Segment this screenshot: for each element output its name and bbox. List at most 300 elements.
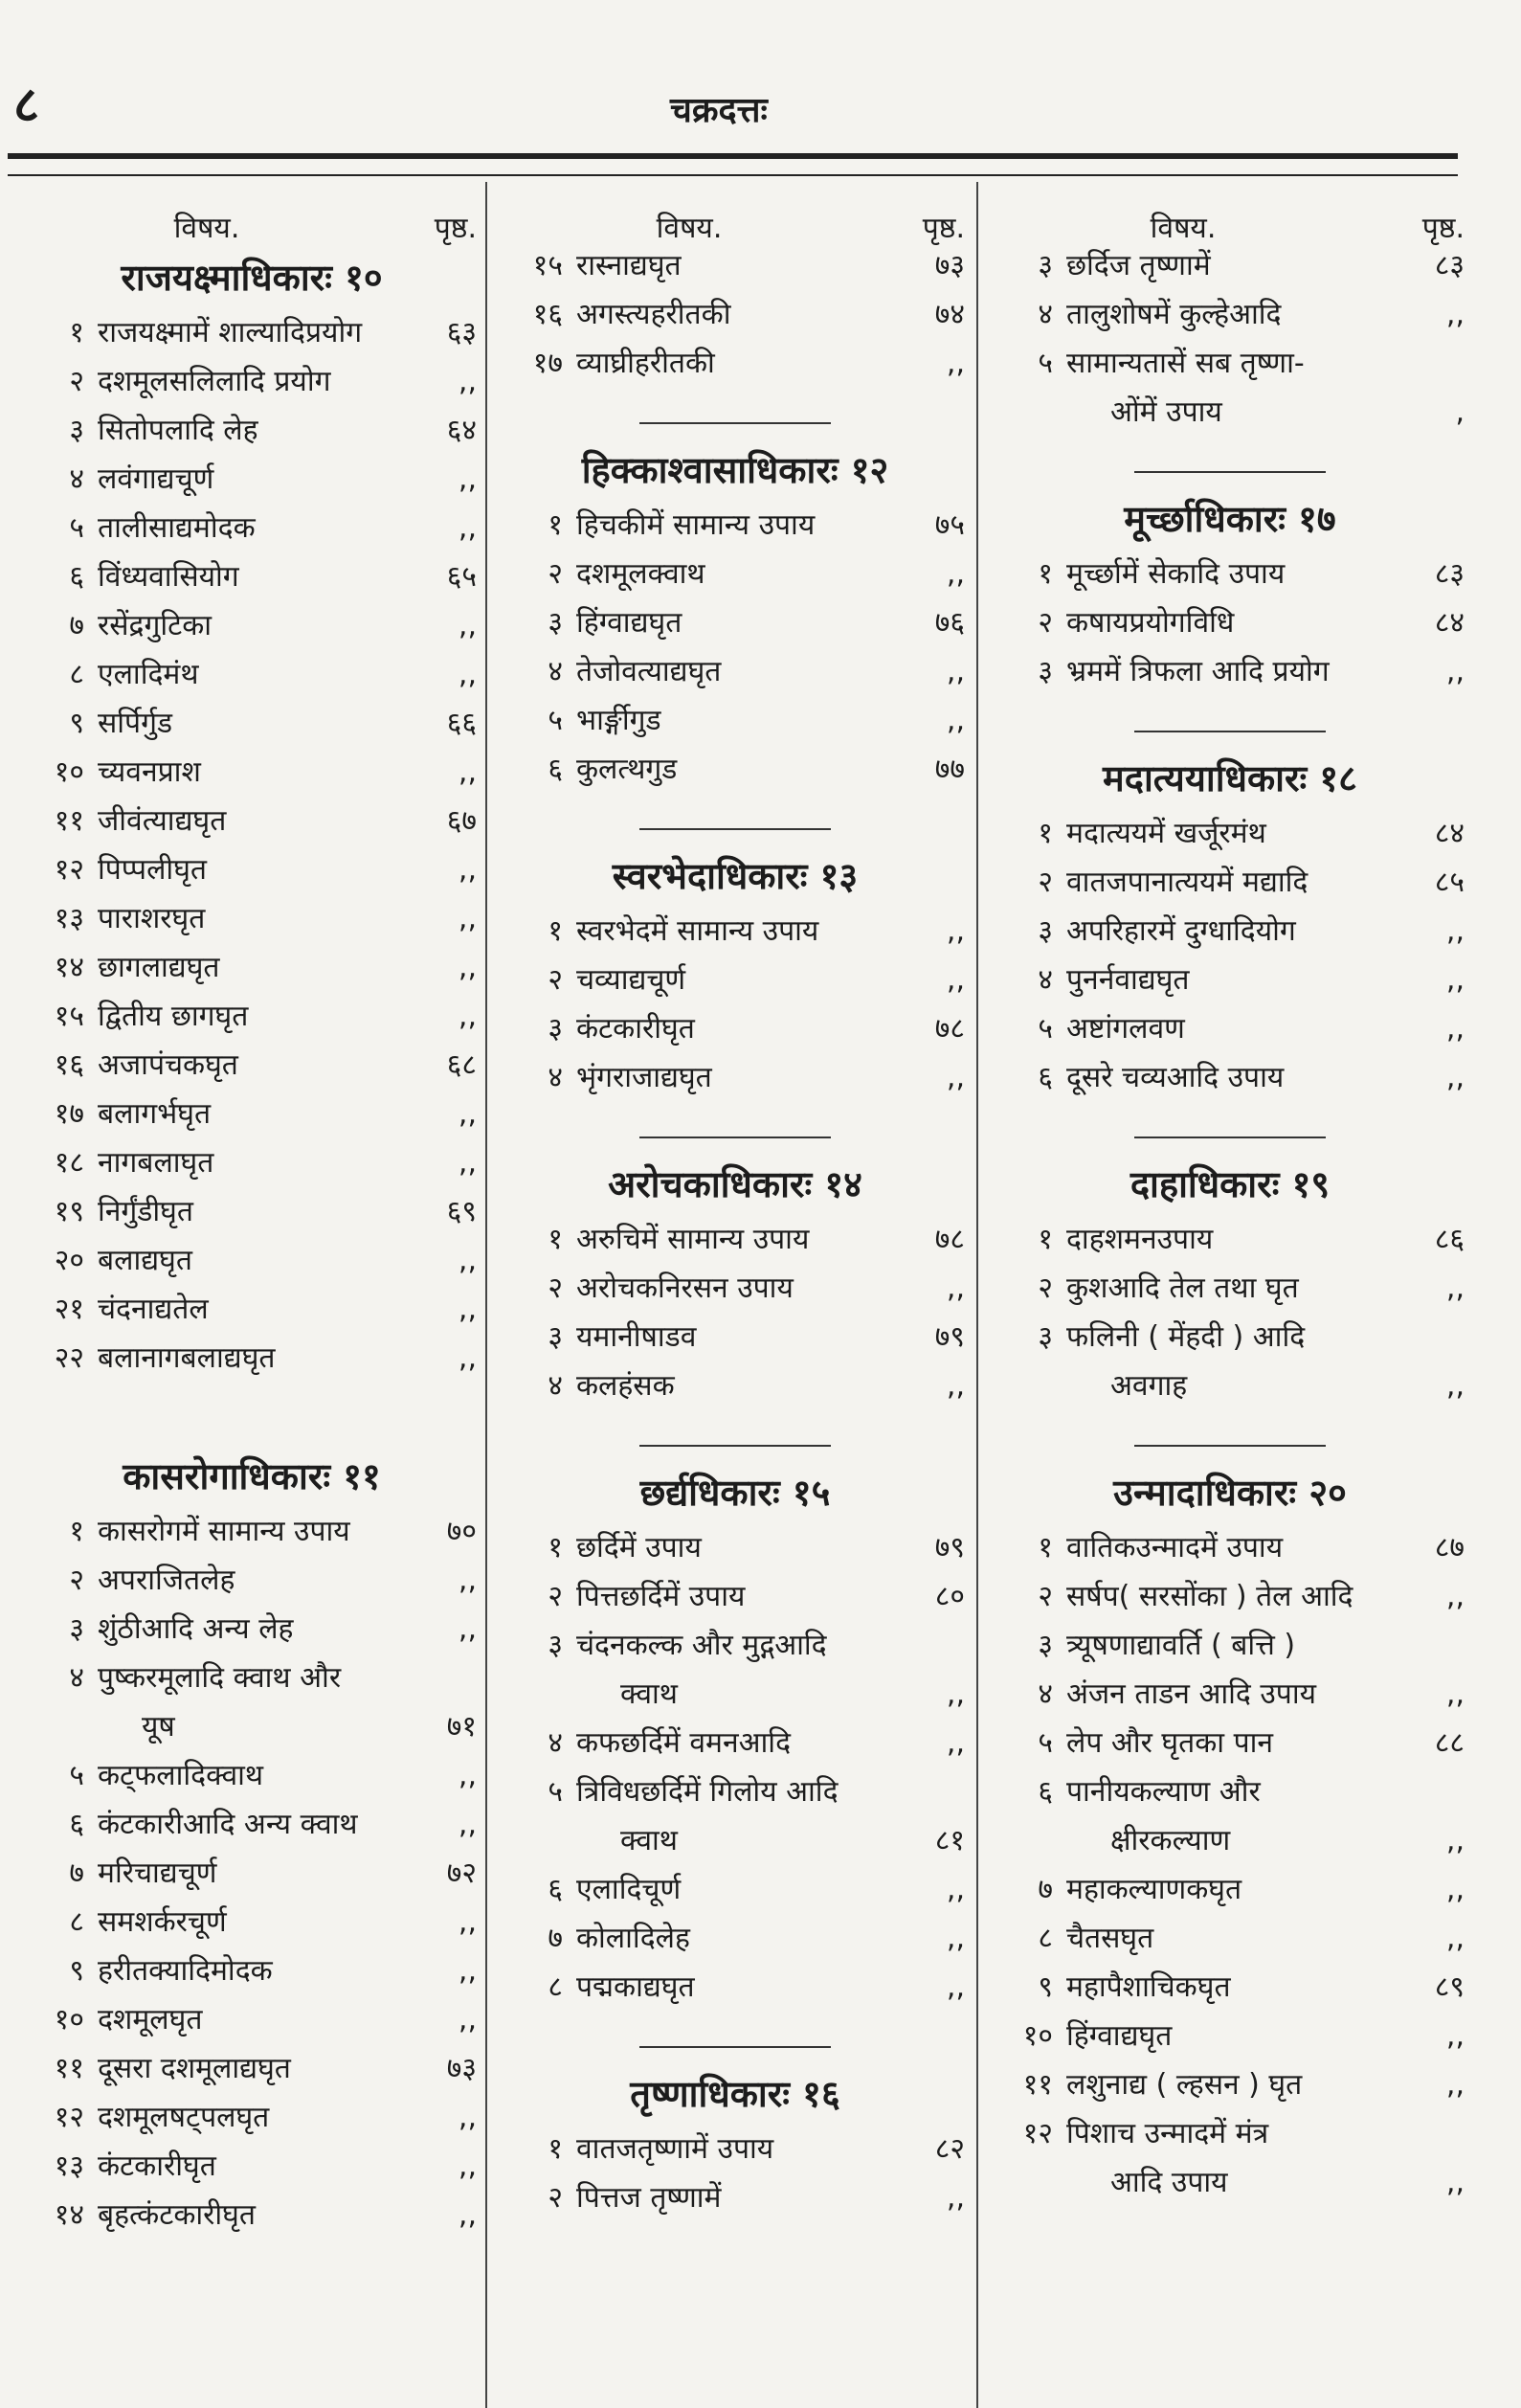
entry-page: ,, (458, 2198, 477, 2232)
section-title: मूर्च्छाधिकारः १७ (1124, 498, 1336, 540)
column-header-page: पृष्ठ. (1421, 212, 1465, 245)
index-entry (27, 455, 477, 504)
entry-title: चैतसघृत (1066, 1922, 1154, 1955)
entry-page: ७३ (934, 249, 965, 282)
entry-title: एलादिचूर्ण (576, 1873, 682, 1906)
entry-title: कफछर्दिमें वमनआदि (576, 1726, 792, 1760)
entry-page: ,, (458, 1244, 477, 1277)
entry-number: ७ (69, 609, 84, 642)
section-title: कासरोगाधिकारः ११ (123, 1455, 381, 1497)
entry-page: ,, (458, 2003, 477, 2037)
entry-title: हिंग्वाद्यघृत (576, 606, 682, 640)
entry-title: सर्पिर्गुड (98, 707, 173, 740)
entry-number: ३ (69, 1612, 84, 1646)
entry-page: ८४ (1434, 606, 1465, 640)
entry-page: ,, (458, 609, 477, 642)
index-entry (27, 748, 477, 797)
entry-page: ,, (1445, 1580, 1465, 1613)
entry-title: एलादिमंथ (98, 658, 199, 691)
entry-title: अरुचिमें सामान्य उपाय (576, 1223, 810, 1256)
entry-page: ,, (946, 1922, 965, 1955)
column-header-subject: विषय. (656, 212, 723, 245)
index-entry (505, 1053, 965, 1102)
section-divider (639, 1136, 831, 1138)
entry-title: स्वरभेदमें सामान्य उपाय (576, 914, 819, 948)
entry-number: ३ (1038, 249, 1053, 282)
index-entry (505, 290, 965, 339)
index-entry (995, 1004, 1465, 1053)
entry-number: ६ (548, 753, 563, 786)
entry-title: वातजपानात्ययमें मद्यादि (1066, 866, 1309, 899)
entry-page: ,, (458, 1341, 477, 1375)
entry-title: छागलाद्यघृत (98, 951, 220, 984)
entry-number: ११ (54, 2052, 84, 2085)
entry-title: कलहंसक (576, 1369, 675, 1403)
entry-page: ,, (946, 1677, 965, 1711)
index-section (995, 241, 1465, 437)
entry-title: राजयक्ष्मामें शाल्यादिप्रयोग (98, 316, 363, 349)
entry-number: १ (69, 316, 84, 349)
index-entry (27, 1995, 477, 2044)
entry-page: ,, (946, 914, 965, 948)
entry-page: ७८ (934, 1012, 965, 1046)
entry-number: ११ (54, 804, 84, 838)
index-entry (27, 1507, 477, 1556)
index-entry (995, 2012, 1465, 2060)
entry-page: ८७ (1434, 1531, 1465, 1564)
entry-title: दाहशमनउपाय (1066, 1223, 1214, 1256)
entry-number: ३ (1038, 914, 1053, 948)
entry-page: ,, (946, 1369, 965, 1403)
entry-page: ,, (458, 1759, 477, 1792)
section-divider (1134, 731, 1326, 732)
entry-continuation (505, 1816, 965, 1865)
entry-title: विंध्यवासियोग (98, 560, 239, 594)
index-entry (27, 1187, 477, 1236)
index-entry (995, 339, 1465, 388)
index-entry (27, 357, 477, 406)
entry-number: १ (548, 1531, 563, 1564)
entry-title: कासरोगमें सामान्य उपाय (98, 1515, 350, 1548)
entry-number: १३ (54, 2149, 84, 2183)
entry-number: १० (54, 755, 84, 789)
entry-page: ,, (458, 511, 477, 545)
entry-page: ,, (946, 2181, 965, 2215)
index-entry (505, 745, 965, 794)
column-header (995, 188, 1465, 245)
entry-title: कोलादिलेह (576, 1922, 690, 1955)
entry-page: ,, (946, 1970, 965, 2004)
entry-number: ८ (69, 658, 84, 691)
index-entry (505, 1215, 965, 1264)
index-entry (505, 1362, 965, 1410)
entry-title: कुशआदि तेल तथा घृत (1066, 1272, 1299, 1305)
entry-number: ४ (1038, 298, 1053, 331)
entry-title: कुलत्थगुड (576, 753, 678, 786)
entry-number: २ (548, 963, 563, 997)
entry-title: दशमूलषट्पलघृत (98, 2101, 270, 2134)
entry-page: ,, (458, 1612, 477, 1646)
entry-number: १ (548, 1223, 563, 1256)
index-entry (27, 552, 477, 601)
entry-title: तालीसाद्यमोदक (98, 511, 256, 545)
entry-page: ,, (1445, 2166, 1465, 2199)
index-entry (995, 647, 1465, 696)
entry-number: २२ (54, 1341, 84, 1375)
entry-number: ३ (548, 606, 563, 640)
entry-page: ,, (1445, 1824, 1465, 1857)
entry-page: ,, (458, 1097, 477, 1131)
entry-title: मूर्च्छामें सेकादि उपाय (1066, 557, 1286, 591)
index-entry (505, 550, 965, 598)
entry-title: लशुनाद्य ( ल्हसन ) घृत (1066, 2068, 1303, 2102)
index-entry (995, 550, 1465, 598)
entry-number: ६ (69, 1808, 84, 1841)
index-entry (27, 1556, 477, 1605)
index-entry (27, 1285, 477, 1334)
index-entry (995, 858, 1465, 907)
entry-page: ,, (946, 655, 965, 688)
entry-number: १२ (54, 2101, 84, 2134)
index-entry (995, 241, 1465, 290)
entry-title-continued: आदि उपाय (1110, 2166, 1228, 2199)
entry-page: ७९ (934, 1320, 965, 1354)
index-entry (27, 2142, 477, 2191)
entry-page: ७१ (446, 1710, 477, 1744)
entry-title: छर्दिमें उपाय (576, 1531, 702, 1564)
entry-number: ६ (69, 560, 84, 594)
index-entry (505, 1865, 965, 1914)
entry-title-continued: क्षीरकल्याण (1110, 1824, 1231, 1857)
section-title: दाहाधिकारः १९ (1130, 1163, 1331, 1205)
entry-number: ५ (548, 1775, 563, 1809)
entry-number: ३ (1038, 655, 1053, 688)
entry-number: ७ (548, 1922, 563, 1955)
entry-number: ५ (1038, 347, 1053, 380)
entry-title: अपरिहारमें दुग्धादियोग (1066, 914, 1296, 948)
index-entry (27, 894, 477, 943)
entry-title: अजापंचकघृत (98, 1048, 238, 1082)
entry-page: ,, (1445, 1272, 1465, 1305)
entry-number: २ (1038, 1272, 1053, 1305)
entry-number: ३ (548, 1629, 563, 1662)
entry-number: १ (1038, 1531, 1053, 1564)
index-entry (505, 501, 965, 550)
entry-title: अरोचकनिरसन उपाय (576, 1272, 794, 1305)
entry-page: ८३ (1434, 557, 1465, 591)
section-title: राजयक्ष्माधिकारः १० (121, 257, 383, 299)
running-title: चक्रदत्तः (670, 91, 768, 130)
entry-number: १६ (532, 298, 563, 331)
entry-number: १ (548, 2132, 563, 2166)
section-title: उन्मादाधिकारः २० (1113, 1472, 1347, 1514)
entry-title: दशमूलघृत (98, 2003, 203, 2037)
entry-number: ४ (548, 1369, 563, 1403)
index-entry (505, 1963, 965, 2012)
entry-continuation (27, 1702, 477, 1751)
index-entry (505, 1523, 965, 1572)
entry-page: ,, (946, 557, 965, 591)
index-entry (505, 1572, 965, 1621)
index-entry (995, 2109, 1465, 2158)
entry-title: कट्फलादिक्वाथ (98, 1759, 264, 1792)
index-entry (995, 1523, 1465, 1572)
index-entry (27, 1041, 477, 1090)
section-divider (639, 828, 831, 830)
index-entry (27, 1849, 477, 1898)
entry-page: ८९ (1434, 1970, 1465, 2004)
entry-title-continued: ओंमें उपाय (1110, 395, 1222, 429)
index-section (995, 1445, 1465, 2207)
entry-number: २ (1038, 866, 1053, 899)
index-entry (995, 1963, 1465, 2012)
entry-number: २० (54, 1244, 84, 1277)
index-entry (27, 1654, 477, 1702)
index-entry (505, 647, 965, 696)
entry-title: वातजतृष्णामें उपाय (576, 2132, 774, 2166)
entry-page: ,, (946, 1726, 965, 1760)
entry-number: ७ (69, 1857, 84, 1890)
entry-page: ६४ (446, 414, 477, 447)
index-entry (505, 956, 965, 1004)
entry-continuation (505, 1670, 965, 1719)
entry-title: अष्टांगलवण (1066, 1012, 1185, 1046)
entry-title: दूसरे चव्यआदि उपाय (1066, 1061, 1285, 1094)
section-title: स्वरभेदाधिकारः १३ (612, 855, 859, 897)
entry-number: १७ (54, 1097, 84, 1131)
entry-continuation (995, 388, 1465, 437)
entry-title: नागबलाघृत (98, 1146, 214, 1180)
entry-page: ६३ (446, 316, 477, 349)
entry-page: ,, (1445, 2068, 1465, 2102)
entry-title: निर्गुंडीघृत (98, 1195, 193, 1228)
entry-title: पद्मकाद्यघृत (576, 1970, 695, 2004)
column-header (505, 188, 965, 245)
entry-page: ,, (1445, 1369, 1465, 1403)
entry-title: दशमूलसलिलादि प्रयोग (98, 365, 331, 398)
entry-title: तेजोवत्याद्यघृत (576, 655, 722, 688)
entry-title: चव्याद्यचूर्ण (576, 963, 686, 997)
entry-number: १९ (54, 1195, 84, 1228)
entry-number: ९ (1038, 1970, 1053, 2004)
entry-title: तालुशोषमें कुल्हेआदि (1066, 298, 1282, 331)
entry-title: सामान्यतासें सब तृष्णा- (1066, 347, 1305, 380)
entry-page: ७८ (934, 1223, 965, 1256)
entry-page: ८२ (934, 2132, 965, 2166)
section-title: हिक्काश्वासाधिकारः १२ (581, 449, 889, 491)
index-column-3 (995, 188, 1465, 2408)
entry-page: ,, (458, 1146, 477, 1180)
section-title: मदात्ययाधिकारः १८ (1103, 757, 1357, 799)
entry-title: पित्तछर्दिमें उपाय (576, 1580, 746, 1613)
entry-number: ११ (1022, 2068, 1053, 2102)
entry-page: ,, (946, 1061, 965, 1094)
entry-number: २१ (54, 1293, 84, 1326)
entry-title: भ्रममें त्रिफला आदि प्रयोग (1066, 655, 1330, 688)
index-column-1 (27, 188, 477, 2408)
entry-title: बलाद्यघृत (98, 1244, 192, 1277)
page-number: ८ (13, 77, 40, 134)
section-divider (1134, 1136, 1326, 1138)
entry-number: ४ (548, 1726, 563, 1760)
entry-title: हिचकीमें सामान्य उपाय (576, 508, 816, 542)
entry-number: २ (1038, 1580, 1053, 1613)
entry-page: ,, (458, 658, 477, 691)
index-entry (995, 1719, 1465, 1767)
entry-page: ७३ (446, 2052, 477, 2085)
entry-title: भृंगराजाद्यघृत (576, 1061, 712, 1094)
entry-title: द्वितीय छागघृत (98, 1000, 249, 1033)
column-divider (485, 182, 487, 2408)
section-title: छर्द्यधिकारः १५ (639, 1472, 831, 1514)
entry-title: लेप और घृतका पान (1066, 1726, 1274, 1760)
entry-number: ८ (69, 1905, 84, 1939)
index-section (995, 471, 1465, 696)
index-entry (995, 1865, 1465, 1914)
entry-number: १२ (1022, 2117, 1053, 2150)
section-gap (27, 1383, 477, 1440)
index-entry (995, 598, 1465, 647)
entry-title: कंटकारीआदि अन्य क्वाथ (98, 1808, 358, 1841)
entry-page: ,, (946, 347, 965, 380)
entry-number: १ (548, 508, 563, 542)
entry-title: महापैशाचिकघृत (1066, 1970, 1231, 2004)
index-section (27, 251, 477, 1383)
entry-title: रास्नाद्यघृत (576, 249, 682, 282)
entry-title: समशर्करचूर्ण (98, 1905, 227, 1939)
entry-title: यमानीषाडव (576, 1320, 697, 1354)
entry-number: १ (69, 1515, 84, 1548)
entry-number: ३ (1038, 1320, 1053, 1354)
index-entry (27, 1605, 477, 1654)
entry-number: ४ (1038, 963, 1053, 997)
entry-number: ६ (548, 1873, 563, 1906)
entry-title: कंटकारीघृत (98, 2149, 216, 2183)
entry-page: ६५ (446, 560, 477, 594)
entry-title: बलानागबलाद्यघृत (98, 1341, 276, 1375)
entry-page: ,, (458, 853, 477, 887)
entry-title: पिप्पलीघृत (98, 853, 208, 887)
entry-number: २ (548, 2181, 563, 2215)
entry-title: छर्दिज तृष्णामें (1066, 249, 1211, 282)
index-entry (27, 2093, 477, 2142)
index-entry (505, 1004, 965, 1053)
entry-number: ५ (1038, 1012, 1053, 1046)
entry-page: ,, (458, 2101, 477, 2134)
entry-page: ६६ (446, 707, 477, 740)
entry-page: ८४ (1434, 817, 1465, 850)
entry-title: व्याघ्रीहरीतकी (576, 347, 715, 380)
index-entry (505, 339, 965, 388)
entry-page: ,, (458, 1564, 477, 1597)
entry-page: ,, (1445, 914, 1465, 948)
entry-page: ,, (1445, 1012, 1465, 1046)
entry-page: ,, (458, 951, 477, 984)
entry-page: ,, (1445, 963, 1465, 997)
entry-page: ,, (1445, 1922, 1465, 1955)
entry-title: पिशाच उन्मादमें मंत्र (1066, 2117, 1269, 2150)
index-entry (505, 1621, 965, 1670)
entry-continuation (995, 1816, 1465, 1865)
index-entry (995, 1313, 1465, 1362)
index-entry (27, 308, 477, 357)
entry-number: ७ (1038, 1873, 1053, 1906)
entry-title: पित्तज तृष्णामें (576, 2181, 722, 2215)
column-header (27, 188, 477, 245)
entry-page: ८० (934, 1580, 965, 1613)
entry-page: ८१ (934, 1824, 965, 1857)
index-section (995, 1136, 1465, 1410)
entry-number: ६ (1038, 1061, 1053, 1094)
entry-title: बलागर्भघृत (98, 1097, 212, 1131)
index-section (505, 241, 965, 388)
index-entry (505, 907, 965, 956)
entry-number: ३ (548, 1320, 563, 1354)
index-entry (995, 290, 1465, 339)
entry-title: रसेंद्रगुटिका (98, 609, 212, 642)
entry-number: ९ (69, 707, 84, 740)
index-entry (27, 1800, 477, 1849)
entry-number: १ (1038, 817, 1053, 850)
entry-title: पानीयकल्याण और (1066, 1775, 1261, 1809)
index-entry (505, 1719, 965, 1767)
entry-page: ,, (1445, 1873, 1465, 1906)
index-entry (27, 650, 477, 699)
index-section (505, 828, 965, 1102)
index-entry (27, 1751, 477, 1800)
index-section (27, 1383, 477, 2239)
entry-title: हिंग्वाद्यघृत (1066, 2019, 1173, 2053)
entry-page: ७० (446, 1515, 477, 1548)
entry-title: सर्षप( सरसोंका ) तेल आदि (1066, 1580, 1353, 1613)
entry-title-continued: क्वाथ (620, 1677, 678, 1711)
entry-page: ,, (946, 1272, 965, 1305)
index-entry (27, 1236, 477, 1285)
entry-page: ६९ (446, 1195, 477, 1228)
entry-page: ,, (458, 902, 477, 935)
entry-page: ८६ (1434, 1223, 1465, 1256)
entry-page: ८५ (1434, 866, 1465, 899)
entry-page: , (1455, 395, 1465, 429)
section-divider (639, 1445, 831, 1447)
entry-title: फलिनी ( मेंहदी ) आदि (1066, 1320, 1306, 1354)
entry-title: जीवंत्याद्यघृत (98, 804, 227, 838)
entry-title: शुंठीआदि अन्य लेह (98, 1612, 294, 1646)
entry-title: कषायप्रयोगविधि (1066, 606, 1235, 640)
entry-number: ४ (548, 655, 563, 688)
index-entry (27, 845, 477, 894)
column-header-subject: विषय. (1150, 212, 1217, 245)
index-section (505, 422, 965, 794)
index-entry (505, 2173, 965, 2222)
entry-title: मरिचाद्यचूर्ण (98, 1857, 217, 1890)
index-entry (505, 2125, 965, 2173)
entry-number: ८ (1038, 1922, 1053, 1955)
index-entry (27, 504, 477, 552)
entry-title: अंजन ताडन आदि उपाय (1066, 1677, 1317, 1711)
index-entry (995, 907, 1465, 956)
column-header-page: पृष्ठ. (922, 212, 965, 245)
entry-page: ७४ (934, 298, 965, 331)
section-divider (639, 2046, 831, 2048)
entry-page: ८३ (1434, 249, 1465, 282)
index-entry (995, 1670, 1465, 1719)
entry-number: ८ (548, 1970, 563, 2004)
entry-number: ५ (1038, 1726, 1053, 1760)
entry-title: दशमूलक्वाथ (576, 557, 705, 591)
entry-page: ७५ (934, 508, 965, 542)
index-entry (995, 1767, 1465, 1816)
